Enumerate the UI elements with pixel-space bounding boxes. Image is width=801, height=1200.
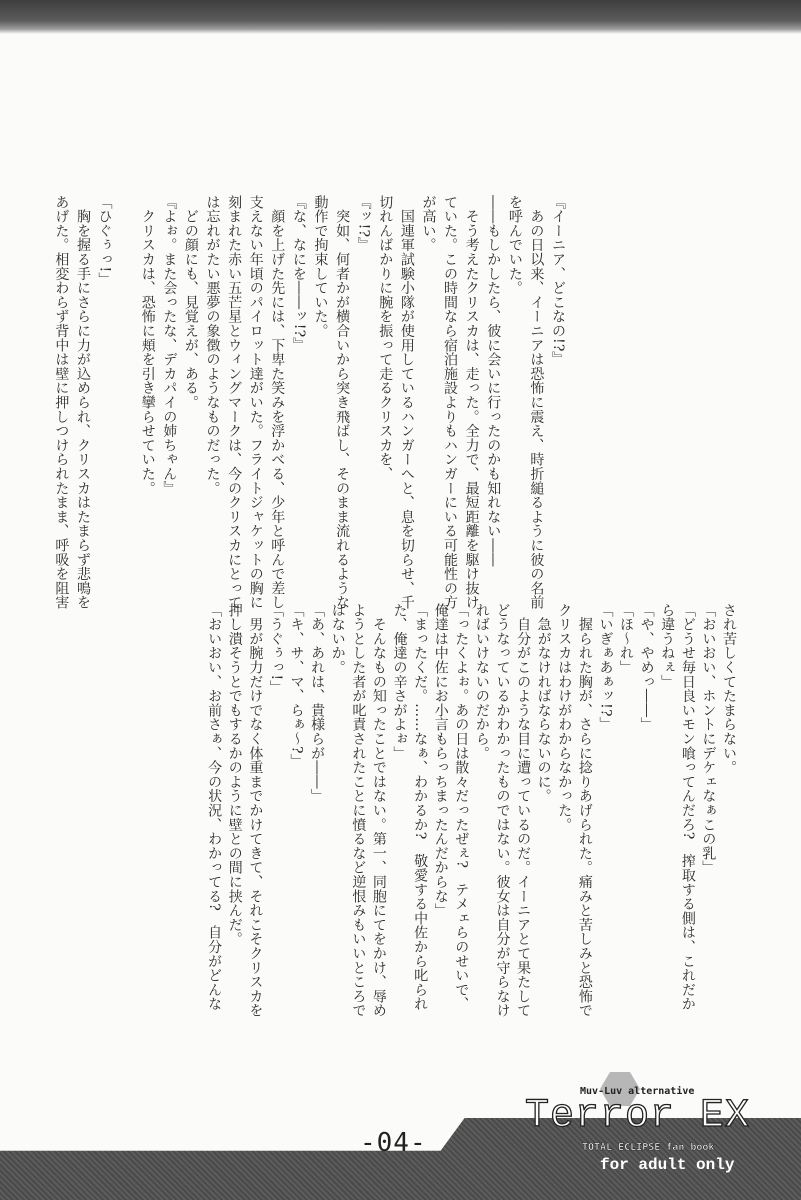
book-logo	[520, 1080, 801, 1200]
text-column: そんなもの知ったことではない。第一、同胞にてをかけ、辱め	[370, 603, 387, 1018]
text-column: 「どうせ毎日良いモン喰ってんだろ? 搾取する側は、これだか	[679, 603, 696, 1012]
text-column: あの日以来、イーニアは恐怖に震え、時折縋るように彼の名前	[528, 195, 545, 610]
text-column: 急がなければならないのに。	[535, 603, 552, 804]
text-column: そう考えたクリスカは、走った。全力で、最短距離を駆け抜け	[463, 195, 480, 610]
text-column: 切れんばかりに腕を振って走るクリスカを、	[377, 195, 394, 481]
text-column: 「いぎぁあぁッ!?」	[597, 603, 614, 732]
text-column: た、俺達の辛さがよぉ」	[391, 603, 408, 761]
text-column: 男が腕力だけでなく体重までかけてきて、それこそクリスカを	[247, 603, 264, 1018]
text-column: 国連軍試験小隊が使用しているハンガーへと、息を切らせ、千	[398, 195, 415, 610]
text-column: 「あ、あれは、貴様らが――」	[309, 603, 326, 804]
page-number: -04-	[360, 1128, 427, 1158]
text-column: 「おいおい、ホントにデケェなぁこの乳」	[700, 603, 717, 875]
text-column: 胸を握る手にさらに力が込められ、クリスカはたまらず悲鳴を	[74, 195, 91, 610]
text-column: ようとした者が叱責されたことに憤るなど逆恨みもいいところで	[350, 603, 367, 1018]
text-column: どの顔にも、見覚えが、ある。	[182, 195, 199, 410]
text-column: 『ッ!?』	[355, 195, 372, 252]
logo-series: Muv-Luv alternative	[580, 1086, 695, 1097]
lower-text-block	[204, 603, 739, 1033]
text-column: 支えない年頃のパイロット達がいた。フライトジャケットの胸に	[247, 195, 264, 610]
text-column: 「まったくだ。……なぁ、わかるか? 敬愛する中佐から叱られ	[412, 603, 429, 1012]
text-column: クリスカはわけがわからなかった。	[556, 603, 573, 832]
logo-title: Terror EX	[525, 1094, 751, 1139]
text-column: はないか。	[329, 603, 346, 675]
text-column: 「おいおい、お前さぁ、今の状況、わかってる? 自分がどんな	[206, 603, 223, 1012]
text-column: 「ひぐぅっ!」	[96, 195, 113, 287]
text-column: 握られた胸が、さらに捻りあげられた。痛みと苦しみと恐怖で	[576, 603, 593, 1018]
logo-subtitle: TOTAL ECLIPSE fan book	[582, 1142, 715, 1153]
text-column: 「ったくよぉ。あの日は散々だったぜぇ? テメェらのせいで、	[453, 603, 470, 1012]
text-column: あげた。相変わらず背中は壁に押しつけられたまま、呼吸を阻害	[53, 195, 70, 610]
text-column	[115, 195, 137, 605]
text-column: ら違うねぇ」	[659, 603, 676, 689]
text-column: クリスカは、恐怖に頬を引き攣らせていた。	[139, 195, 156, 496]
text-column: を呼んでいた。	[506, 195, 523, 296]
text-column: 刻まれた赤い五芒星とウィングマークは、今のクリスカにとって	[226, 195, 243, 610]
text-column: され苦しくてたまらない。	[721, 603, 737, 775]
text-column: 『よぉ。また会ったな、デカパイの姉ちゃん』	[161, 195, 178, 496]
text-column: 『イーニア、どこなの!?』	[550, 195, 566, 367]
text-column: ――もしかしたら、彼に会いに行ったのかも知れない――	[485, 195, 502, 567]
text-column: 自分がこのような目に遭っているのだ。イーニアとて果たして	[515, 603, 532, 1018]
text-column: 俺達は中佐にお小言もらっちまったんだからな」	[432, 603, 449, 918]
text-column: 「キ、サ、マ、らぁ～?」	[288, 603, 305, 769]
text-column: 「うぐぅっ!」	[267, 603, 284, 695]
logo-rating: for adult only	[600, 1156, 735, 1174]
text-column: ればいけないのだから。	[473, 603, 490, 761]
text-column: 動作で拘束していた。	[312, 195, 329, 338]
text-column: 押し潰そうとでもするかのように壁との間に挟んだ。	[226, 603, 243, 947]
text-column: 『な、なにを――ッ!?』	[290, 195, 307, 352]
upper-text-block	[50, 195, 568, 610]
text-column: ていた。この時間なら宿泊施設よりもハンガーにいる可能性の方	[442, 195, 459, 610]
text-column: 「ほ～れ」	[618, 603, 635, 675]
text-column: 突如、何者かが横合いから突き飛ばし、そのまま流れるような	[334, 195, 351, 610]
text-column: 「や、やめっ――」	[638, 603, 655, 732]
text-column: どうなっているかわかったものではない。彼女は自分が守らなけ	[494, 603, 511, 1018]
text-column: は忘れがたい悪夢の象徴のようなものだった。	[204, 195, 221, 496]
text-column: 顔を上げた先には、下卑た笑みを浮かべる、少年と呼んで差し	[269, 195, 286, 610]
text-column: が高い。	[420, 195, 437, 253]
scan-top-edge	[0, 0, 801, 34]
